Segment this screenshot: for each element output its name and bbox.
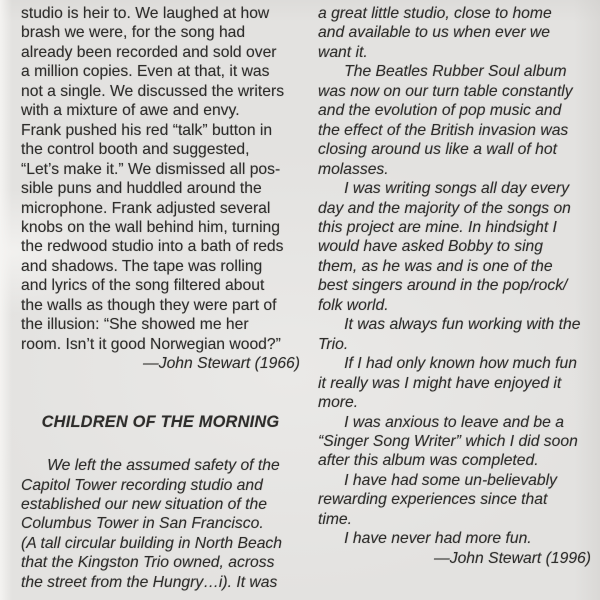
paragraph-right-column-memoir: a great little studio, close to home and available to us when ever we want it. The Beatles Rubber Soul album was now on our turn table constantly and the evolution of pop music and the effect of the British invasion was closing around us like a wall of hot molasses. I was writing songs all day every day and the majority of the songs on this project are mine. In hindsight I would have asked Bobby to sing them, as he was and is one of the best singers around in the pop/rock/ folk world. It was always fun working with the Trio. If I had only known how much fun it really was I might have enjoyed it more. I was anxious to leave and be a “Singer Song Writer” which I did soon after this album was completed. I have had some un-believably rewarding experiences since that time. I have never had more fun. [318, 5, 581, 548]
section-heading-children-of-the-morning: CHILDREN OF THE MORNING [41, 412, 280, 431]
attribution-john-stewart-1966: —John Stewart (1966) [143, 355, 300, 373]
right-column [318, 4, 591, 568]
paragraph-studio-story: studio is heir to. We laughed at how brash we were, for the song had already been recorded and sold over a million copies. Even at that, it was not a single. We discussed the writers with a mixture of awe and envy. Frank pushed his red “talk” button in the control booth and suggested, “Let’s make it.” We dismissed all pos- sible puns and huddled around the microphone. Frank adjusted several knobs on the wall behind him, turning the redwood studio into a bath of reds and shadows. The tape was rolling and lyrics of the song filtered about the walls as though they were part of the illusion: “She showed me her room. Isn’t it good Norwegian wood?” [21, 5, 285, 353]
paragraph-columbus-tower: We left the assumed safety of the Capitol Tower recording studio and established our new situation of the Columbus Tower in San Francisco. (A tall circular building in North Beach that the Kingston Trio owned, across the street from the Hungry…i). It was [21, 457, 282, 591]
left-column [21, 4, 300, 592]
attribution-john-stewart-1996: —John Stewart (1996) [434, 549, 591, 567]
